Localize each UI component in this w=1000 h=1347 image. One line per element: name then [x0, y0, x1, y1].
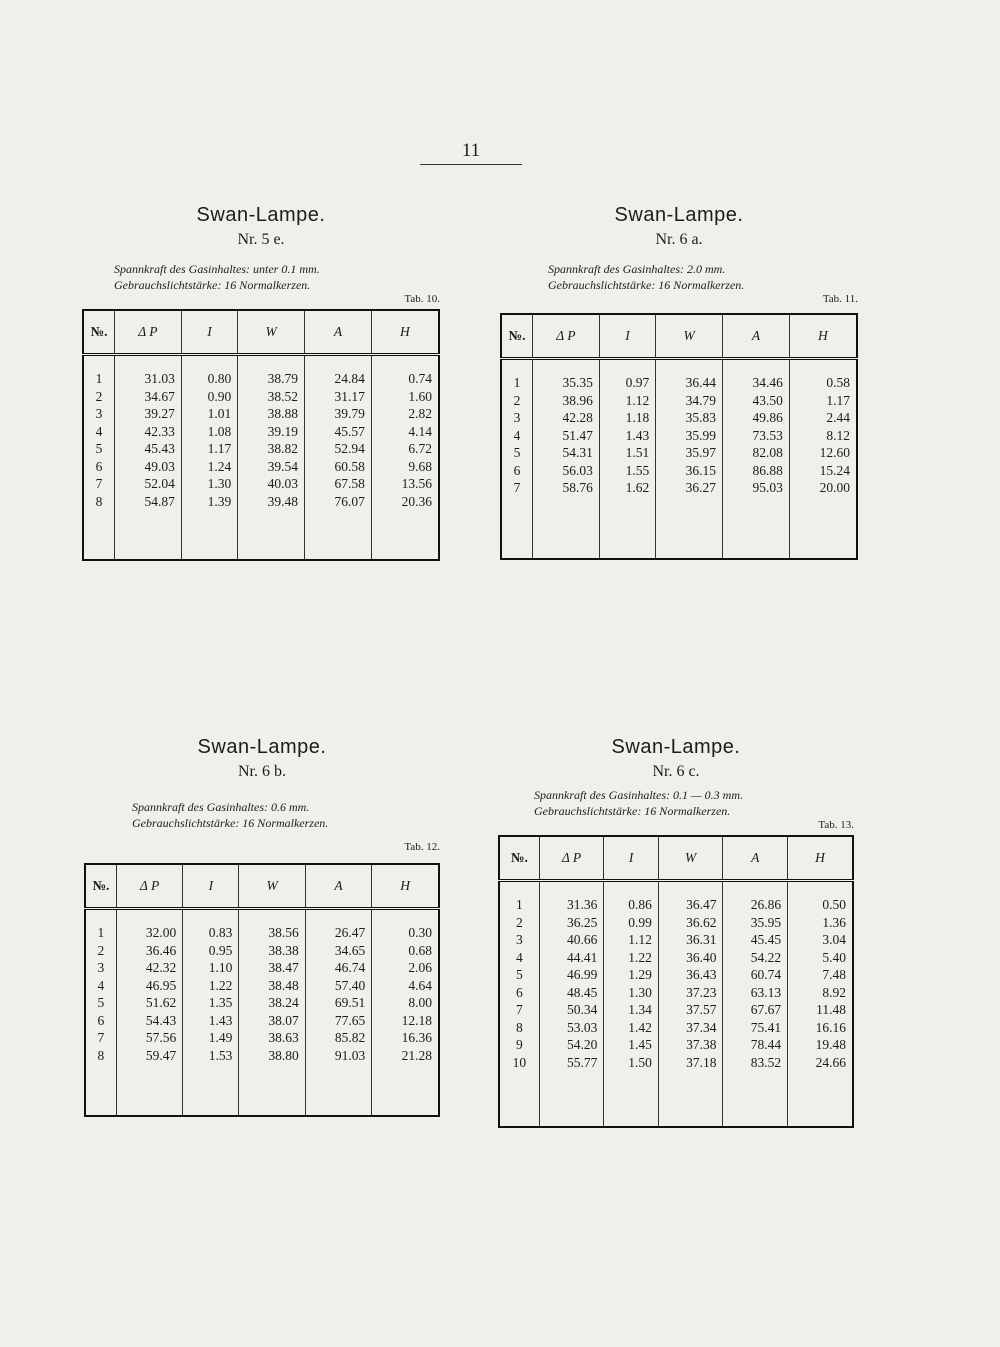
table-row: 3 42.32 1.10 38.47 46.74 2.06 — [85, 959, 439, 977]
lamp-title: Swan-Lampe. — [196, 204, 326, 226]
lamp-title: Swan-Lampe. — [611, 736, 741, 758]
candle-power-note: Gebrauchslichtstärke: 16 Normalkerzen. — [534, 804, 731, 818]
col-header-w: W — [656, 314, 723, 359]
table-row: 7 58.76 1.62 36.27 95.03 20.00 — [501, 479, 857, 497]
gas-pressure-note: Spannkraft des Gasinhaltes: 0.1 — 0.3 mm. — [534, 788, 743, 802]
col-header-i: I — [599, 314, 655, 359]
table-row: 2 36.46 0.95 38.38 34.65 0.68 — [85, 942, 439, 960]
col-header-h: H — [371, 310, 439, 355]
col-header-nr: №. — [499, 836, 539, 881]
table-row: 9 54.20 1.45 37.38 78.44 19.48 — [499, 1036, 853, 1054]
table-row: 6 56.03 1.55 36.15 86.88 15.24 — [501, 462, 857, 480]
lamp-title: Swan-Lampe. — [197, 736, 327, 758]
lamp-title: Swan-Lampe. — [614, 204, 744, 226]
table-row: 4 46.95 1.22 38.48 57.40 4.64 — [85, 977, 439, 995]
col-header-delta-p: Δ P — [115, 310, 182, 355]
table-row: 6 54.43 1.43 38.07 77.65 12.18 — [85, 1012, 439, 1030]
table-row: 1 32.00 0.83 38.56 26.47 0.30 — [85, 924, 439, 942]
gas-pressure-note: Spannkraft des Gasinhaltes: unter 0.1 mm. — [114, 262, 320, 276]
data-table — [500, 313, 858, 560]
table-row: 5 46.99 1.29 36.43 60.74 7.48 — [499, 966, 853, 984]
table-row: 2 36.25 0.99 36.62 35.95 1.36 — [499, 914, 853, 932]
col-header-delta-p: Δ P — [533, 314, 600, 359]
table-row: 7 52.04 1.30 40.03 67.58 13.56 — [83, 475, 439, 493]
table-row: 2 38.96 1.12 34.79 43.50 1.17 — [501, 392, 857, 410]
table-row: 7 50.34 1.34 37.57 67.67 11.48 — [499, 1001, 853, 1019]
col-header-w: W — [238, 310, 305, 355]
col-header-i: I — [181, 310, 237, 355]
table-row: 1 35.35 0.97 36.44 34.46 0.58 — [501, 374, 857, 392]
table-row: 3 42.28 1.18 35.83 49.86 2.44 — [501, 409, 857, 427]
page-number: 11 — [420, 140, 522, 165]
table-row: 3 40.66 1.12 36.31 45.45 3.04 — [499, 931, 853, 949]
table-row: 2 34.67 0.90 38.52 31.17 1.60 — [83, 388, 439, 406]
table-row: 5 54.31 1.51 35.97 82.08 12.60 — [501, 444, 857, 462]
table-block-6a — [500, 204, 858, 560]
col-header-delta-p: Δ P — [116, 864, 182, 909]
table-block-5e — [82, 204, 440, 561]
table-block-6c — [498, 736, 854, 1128]
col-header-delta-p: Δ P — [539, 836, 604, 881]
table-number: Tab. 10. — [404, 293, 440, 305]
col-header-w: W — [658, 836, 723, 881]
candle-power-note: Gebrauchslichtstärke: 16 Normalkerzen. — [548, 278, 745, 292]
lamp-number: Nr. 6 b. — [238, 763, 286, 780]
col-header-a: A — [305, 310, 372, 355]
table-number: Tab. 11. — [822, 293, 858, 305]
table-row: 7 57.56 1.49 38.63 85.82 16.36 — [85, 1029, 439, 1047]
data-table — [84, 863, 440, 1117]
col-header-i: I — [604, 836, 659, 881]
table-row: 3 39.27 1.01 38.88 39.79 2.82 — [83, 405, 439, 423]
col-header-w: W — [239, 864, 305, 909]
gas-pressure-note: Spannkraft des Gasinhaltes: 2.0 mm. — [548, 262, 726, 276]
col-header-nr: №. — [85, 864, 116, 909]
lamp-number: Nr. 6 c. — [652, 763, 700, 780]
table-row: 6 49.03 1.24 39.54 60.58 9.68 — [83, 458, 439, 476]
table-row: 4 51.47 1.43 35.99 73.53 8.12 — [501, 427, 857, 445]
table-block-6b — [84, 736, 440, 1117]
candle-power-note: Gebrauchslichtstärke: 16 Normalkerzen. — [114, 278, 311, 292]
col-header-h: H — [372, 864, 439, 909]
table-row: 6 48.45 1.30 37.23 63.13 8.92 — [499, 984, 853, 1002]
table-row: 4 44.41 1.22 36.40 54.22 5.40 — [499, 949, 853, 967]
col-header-nr: №. — [83, 310, 115, 355]
col-header-a: A — [723, 836, 788, 881]
table-number: Tab. 13. — [818, 819, 854, 831]
data-table — [498, 835, 854, 1128]
table-row: 8 59.47 1.53 38.80 91.03 21.28 — [85, 1047, 439, 1065]
data-table — [82, 309, 440, 561]
table-row: 4 42.33 1.08 39.19 45.57 4.14 — [83, 423, 439, 441]
table-row: 1 31.03 0.80 38.79 24.84 0.74 — [83, 370, 439, 388]
table-row: 8 54.87 1.39 39.48 76.07 20.36 — [83, 493, 439, 511]
col-header-h: H — [789, 314, 857, 359]
table-row: 5 51.62 1.35 38.24 69.51 8.00 — [85, 994, 439, 1012]
col-header-i: I — [183, 864, 239, 909]
table-number: Tab. 12. — [404, 841, 440, 853]
table-row: 5 45.43 1.17 38.82 52.94 6.72 — [83, 440, 439, 458]
table-row: 1 31.36 0.86 36.47 26.86 0.50 — [499, 896, 853, 914]
candle-power-note: Gebrauchslichtstärke: 16 Normalkerzen. — [132, 816, 329, 830]
col-header-a: A — [723, 314, 790, 359]
table-row: 8 53.03 1.42 37.34 75.41 16.16 — [499, 1019, 853, 1037]
lamp-number: Nr. 6 a. — [655, 231, 703, 248]
gas-pressure-note: Spannkraft des Gasinhaltes: 0.6 mm. — [132, 800, 310, 814]
col-header-a: A — [305, 864, 371, 909]
col-header-nr: №. — [501, 314, 533, 359]
col-header-h: H — [788, 836, 853, 881]
lamp-number: Nr. 5 e. — [237, 231, 285, 248]
table-row: 10 55.77 1.50 37.18 83.52 24.66 — [499, 1054, 853, 1072]
